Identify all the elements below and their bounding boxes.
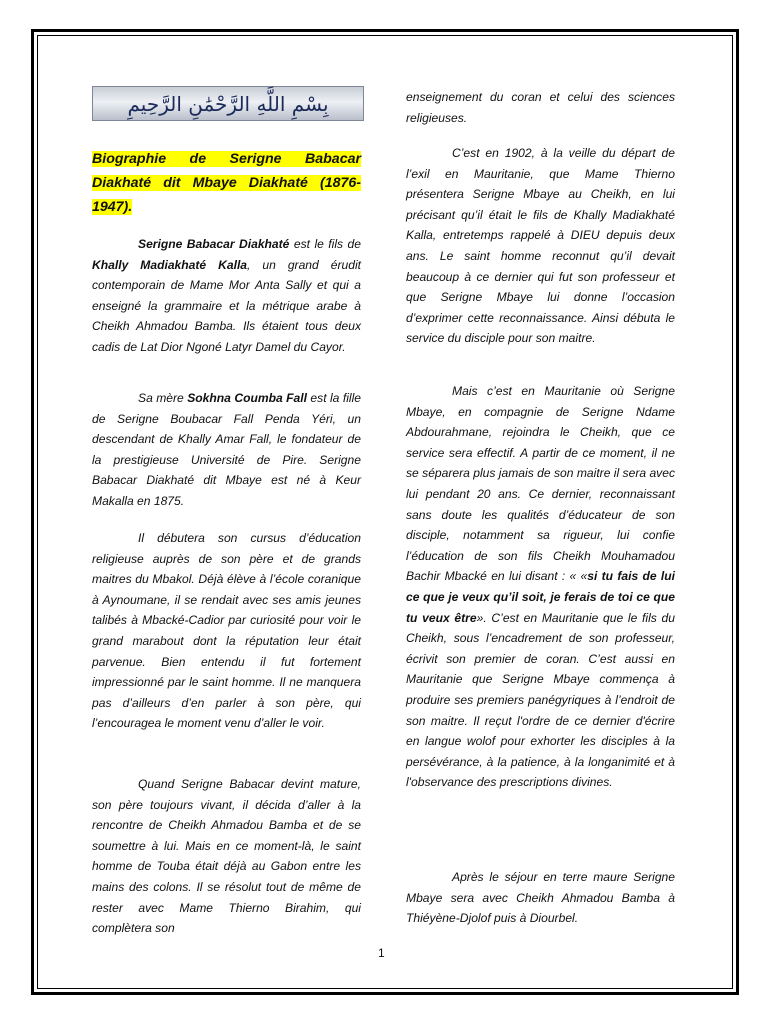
left-paragraph-3: Il débutera son cursus d’éducation religieuse auprès de son père et de grands maitres du Mbakol. Déjà élève à l’école coranique à Aynoumane, il se rendait avec ses amis jeunes talibés à Mbacké-Cadior par curiosité pour voir le grand marabout dont la réputation leur était parvenue. Bien entendu il fut fortement impressionné par le saint homme. Il ne manquera pas d’ailleurs d’en parler à son père, qui l’encouragea le moment venu d’aller le voir. (92, 531, 361, 731)
right-paragraph-1: enseignement du coran et celui des sciences religieuses. (406, 90, 675, 125)
right-paragraph-4: Après le séjour en terre maure Serigne Mbaye sera avec Cheikh Ahmadou Bamba à Thiéyène-Djolof puis à Diourbel. (406, 870, 675, 926)
page-number: 1 (378, 946, 385, 960)
biography-title (92, 147, 361, 219)
bold-quote: si tu fais de lui ce que je veux qu’il soit, je ferais de toi ce que tu veux être (406, 569, 675, 625)
paragraph-text: , un grand érudit contemporain de Mame Mor Anta Sally et qui a enseigné la grammaire et la métrique arabe à Cheikh Ahmadou Bamba. Ils étaient tous deux cadis de Lat Dior Ngoné Latyr Damel du Cayor. (92, 257, 361, 354)
bismillah-text: بِسْمِ اللَّهِ الرَّحْمَٰنِ الرَّحِيمِ (127, 91, 329, 116)
name-serigne-babacar: Serigne Babacar Diakhaté (138, 237, 290, 251)
name-sokhna-coumba-fall: Sokhna Coumba Fall (187, 391, 307, 405)
paragraph-text: est la fille de Serigne Boubacar Fall Penda Yéri, un descendant de Khally Amar Fall, le fondateur de la prestigieuse Université de Pire. Serigne Babacar Diakhaté dit Mbaye est né à Keur Makalla en 1875. (92, 391, 361, 508)
left-paragraph-4: Quand Serigne Babacar devint mature, son père toujours vivant, il décida d’aller à la rencontre de Cheikh Ahmadou Bamba et de se soumettre à lui. Mais en ce moment-là, le saint homme de Touba était déjà au Gabon entre les mains des colons. Il se résolut tout de même de rester avec Mame Thierno Birahim, qui complètera son (92, 777, 361, 936)
paragraph-text: ». C’est en Mauritanie que le fils du Cheikh, sous l’encadrement de son professeur, écrivit son premier de coran. C’est aussi en Mauritanie que Serigne Mbaye commença à produire ses premiers panégyriques à l’endroit de son maitre. Il reçut l'ordre de ce dernier d'écrire en langue wolof pour exhorter les disciples à la persévérance, à la patience, à la longanimité et à l'observance des prescriptions divines. (406, 610, 676, 790)
left-paragraph-1 (92, 234, 361, 358)
paragraph-text: Mais c’est en Mauritanie où Serigne Mbaye, en compagnie de Serigne Ndame Abdourahmane, rejoindra le Cheikh, que ce service sera effectif. A partir de ce moment, il ne se séparera plus jamais de son maitre il sera avec lui pendant 20 ans. Ce dernier, reconnaissant sans doute les qualités d’éducateur de son disciple, notamment sa rigueur, lui confie l’éducation de son fils Cheikh Mouhamadou Bachir Mbacké en lui disant : « « (406, 384, 675, 584)
left-paragraph-2 (92, 388, 361, 512)
bismillah-calligraphy-banner (92, 86, 364, 121)
right-paragraph-2: C’est en 1902, à la veille du départ de l’exil en Mauritanie, que Mame Thierno présentera Serigne Mbaye au Cheikh, en lui précisant qu’il était le fils de Khally Madiakhaté Kalla, entretemps rappelé à DIEU depuis deux ans. Le saint homme reconnut qu’il devait beaucoup à ce dernier qui fut son professeur et que Serigne Mbaye lui donne l’occasion d’exprimer cette reconnaissance. Ainsi débuta le service du disciple pour son maitre. (406, 146, 675, 346)
paragraph-text: est le fils de (289, 237, 361, 251)
right-paragraph-3 (406, 381, 675, 793)
biography-title-highlight: Biographie de Serigne Babacar Diakhaté dit Mbaye Diakhaté (1876-1947). (92, 151, 361, 215)
paragraph-text: Sa mère (138, 391, 188, 405)
name-khally-madiakhate: Khally Madiakhaté Kalla (92, 257, 248, 272)
